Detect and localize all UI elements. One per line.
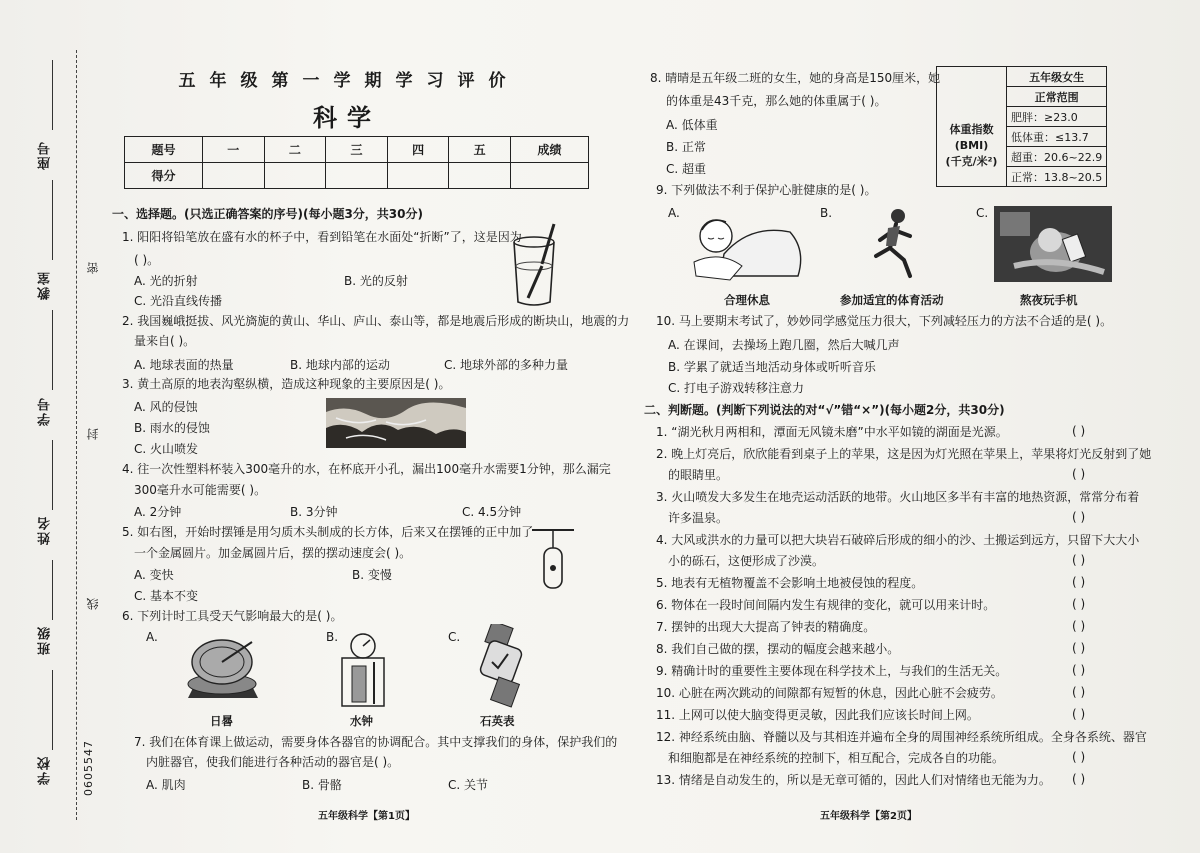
tf-item-12-cont: 和细胞都是在神经系统的控制下，相互配合，完成各自的功能。 (668, 751, 1005, 765)
section2-heading: 二、判断题。(判断下列说法的对“√”错“×”)(每小题2分，共30分) (644, 403, 1005, 417)
tf-item-3-cont: 许多温泉。 (668, 511, 729, 525)
q1-option-b[interactable]: B. 光的反射 (344, 274, 408, 288)
tf-item-1: 1. “湖光秋月两相和，潭面无风镜未磨”中水平如镜的湖面是光源。 (656, 425, 1008, 439)
score-header-cell: 三 (326, 137, 388, 163)
phone-at-night-image (994, 206, 1112, 282)
tf-answer-5[interactable]: ( ) (1072, 575, 1086, 589)
tf-item-3: 3. 火山喷发大多发生在地壳运动活跃的地带。火山地区多半有丰富的地热资源，常常分布着 (656, 490, 1140, 504)
bmi-row: 正常：13.8~20.5 (1007, 167, 1107, 187)
bmi-head: 五年级女生 (1007, 67, 1107, 87)
glass-pencil-image (506, 220, 562, 308)
tf-answer-4[interactable]: ( ) (1072, 553, 1086, 567)
tf-answer-1[interactable]: ( ) (1072, 424, 1086, 438)
school-label: 学校 (38, 755, 53, 785)
pendulum-image (530, 524, 576, 594)
seal-dashed-line (76, 50, 77, 820)
tf-item-6: 6. 物体在一段时间间隔内发生有规律的变化，就可以用来计时。 (656, 598, 996, 612)
q6-caption-a: 日晷 (210, 714, 233, 728)
exam-title: 五年级第一学期学习评价 (178, 71, 520, 91)
score-input-cell[interactable] (326, 163, 388, 189)
tf-item-4: 4. 大风或洪水的力量可以把大块岩石破碎后形成的细小的沙、土搬运到远方，只留下大大小 (656, 533, 1140, 547)
score-input-cell[interactable] (449, 163, 511, 189)
bmi-row: 低体重：≤13.7 (1007, 127, 1107, 147)
seat-line (52, 60, 53, 130)
tf-item-4-cont: 小的砾石，这便形成了沙漠。 (668, 554, 825, 568)
q4-text: 4. 往一次性塑料杯装入300毫升的水，在杯底开小孔，漏出100毫升水需要1分钟，那么漏完 (122, 462, 611, 476)
q10-text: 10. 马上要期末考试了，妙妙同学感觉压力很大，下列减轻压力的方法不合适的是( )。 (656, 314, 1113, 328)
q8-option-b[interactable]: B. 正常 (666, 140, 706, 154)
q1-answer[interactable]: ( )。 (134, 253, 160, 267)
score-header-cell: 题号 (125, 137, 203, 163)
q9-caption-c: 熬夜玩手机 (1020, 293, 1078, 307)
score-header-cell: 二 (264, 137, 326, 163)
q6-option-a[interactable]: A. (146, 630, 158, 644)
quartz-watch-image (474, 624, 530, 708)
score-input-cell[interactable] (387, 163, 449, 189)
tf-answer-10[interactable]: ( ) (1072, 685, 1086, 699)
q2-option-b[interactable]: B. 地球内部的运动 (290, 358, 390, 372)
score-header-cell: 四 (387, 137, 449, 163)
student-no-label: 学号 (38, 396, 53, 426)
tf-answer-2[interactable]: ( ) (1072, 467, 1086, 481)
tf-item-8: 8. 我们自己做的摆，摆动的幅度会越来越小。 (656, 642, 900, 656)
school-line (52, 670, 53, 750)
q5-option-a[interactable]: A. 变快 (134, 568, 174, 582)
seal-char-xian: 线 (86, 598, 100, 610)
score-header-cell: 五 (449, 137, 511, 163)
tf-answer-3[interactable]: ( ) (1072, 510, 1086, 524)
class-line (52, 560, 53, 620)
q8-text: 8. 晴晴是五年级二班的女生，她的身高是150厘米，她 (650, 71, 941, 85)
q6-caption-b: 水钟 (350, 714, 373, 728)
bmi-label-2: (BMI) (954, 139, 989, 153)
q3-option-a[interactable]: A. 风的侵蚀 (134, 400, 198, 414)
tf-answer-8[interactable]: ( ) (1072, 641, 1086, 655)
subject-title: 科学 (313, 104, 381, 132)
q1-option-a[interactable]: A. 光的折射 (134, 274, 198, 288)
tf-item-13: 13. 情绪是自动发生的，所以是无章可循的，因此人们对情绪也无能为力。 (656, 773, 1051, 787)
water-clock-image (338, 632, 388, 710)
classroom-line (52, 180, 53, 260)
q7-answer[interactable]: 内脏器官，使我们能进行各种活动的器官是( )。 (146, 755, 400, 769)
q8-option-a[interactable]: A. 低体重 (666, 118, 718, 132)
q4-option-b[interactable]: B. 3分钟 (290, 505, 338, 519)
score-input-cell[interactable] (264, 163, 326, 189)
tf-item-2-cont: 的眼睛里。 (668, 468, 729, 482)
tf-answer-6[interactable]: ( ) (1072, 597, 1086, 611)
q3-option-b[interactable]: B. 雨水的侵蚀 (134, 421, 210, 435)
sleeping-child-image (690, 210, 806, 284)
paper-code: 0605547 (82, 740, 95, 796)
tf-item-12: 12. 神经系统由脑、脊髓以及与其相连并遍布全身的周围神经系统所组成。全身各系统、器官 (656, 730, 1147, 744)
name-line (52, 440, 53, 510)
q9-text: 9. 下列做法不利于保护心脏健康的是( )。 (656, 183, 877, 197)
bmi-head2: 正常范围 (1007, 87, 1107, 107)
score-input-cell[interactable] (511, 163, 589, 189)
q5-answer[interactable]: 一个金属圆片。加金属圆片后，摆的摆动速度会( )。 (134, 546, 412, 560)
left-footer: 五年级科学【第1页】 (318, 811, 415, 822)
score-row-label: 得分 (125, 163, 203, 189)
loess-plateau-image (326, 398, 466, 448)
bmi-label-3: (千克/米²) (945, 155, 998, 169)
bmi-label-cell (937, 107, 1007, 187)
q7-option-b[interactable]: B. 骨骼 (302, 778, 342, 792)
q2-text: 2. 我国巍峨挺拔、风光旖旎的黄山、华山、庐山、泰山等，都是地震后形成的断块山，地震的力 (122, 314, 630, 328)
q4-option-c[interactable]: C. 4.5分钟 (462, 505, 522, 519)
tf-answer-12[interactable]: ( ) (1072, 750, 1086, 764)
name-label: 姓名 (38, 515, 53, 545)
section1-heading: 一、选择题。(只选正确答案的序号)(每小题3分，共30分) (112, 207, 423, 221)
tf-answer-13[interactable]: ( ) (1072, 772, 1086, 786)
tf-answer-11[interactable]: ( ) (1072, 707, 1086, 721)
q4-answer[interactable]: 300毫升水可能需要( )。 (134, 483, 267, 497)
bmi-row: 超重：20.6~22.9 (1007, 147, 1107, 167)
score-header-cell: 一 (203, 137, 265, 163)
q8-option-c[interactable]: C. 超重 (666, 162, 707, 176)
tf-answer-9[interactable]: ( ) (1072, 663, 1086, 677)
score-input-cell[interactable] (203, 163, 265, 189)
q6-option-c[interactable]: C. (448, 630, 461, 644)
score-header-cell: 成绩 (511, 137, 589, 163)
q5-option-b[interactable]: B. 变慢 (352, 568, 392, 582)
right-footer: 五年级科学【第2页】 (820, 811, 917, 822)
q3-option-c[interactable]: C. 火山喷发 (134, 442, 199, 456)
q8-answer[interactable]: 的体重是43千克，那么她的体重属于( )。 (666, 94, 887, 108)
seat-label: 座号 (38, 140, 53, 170)
q10-option-a[interactable]: A. 在课间，去操场上跑几圈，然后大喊几声 (668, 338, 900, 352)
q6-text: 6. 下列计时工具受天气影响最大的是( )。 (122, 609, 343, 623)
q9-option-c[interactable]: C. (976, 206, 989, 220)
tf-item-7: 7. 摆钟的出现大大提高了钟表的精确度。 (656, 620, 876, 634)
tf-item-5: 5. 地表有无植物覆盖不会影响土地被侵蚀的程度。 (656, 576, 924, 590)
tf-item-9: 9. 精确计时的重要性主要体现在科学技术上，与我们的生活无关。 (656, 664, 1008, 678)
seal-char-feng: 封 (86, 428, 100, 440)
q9-caption-a: 合理休息 (724, 293, 770, 307)
seal-char-mi: 密 (86, 262, 100, 274)
binding-strip (0, 0, 110, 853)
q2-option-c[interactable]: C. 地球外部的多种力量 (444, 358, 569, 372)
q6-option-b[interactable]: B. (326, 630, 339, 644)
q2-option-a[interactable]: A. 地球表面的热量 (134, 358, 234, 372)
running-boy-image (866, 206, 924, 284)
q6-caption-c: 石英表 (480, 714, 515, 728)
q3-text: 3. 黄土高原的地表沟壑纵横，造成这种现象的主要原因是( )。 (122, 377, 451, 391)
bmi-label-1: 体重指数 (949, 123, 994, 137)
q9-option-b[interactable]: B. (820, 206, 833, 220)
bmi-table (936, 66, 1107, 187)
bmi-row: 肥胖：≥23.0 (1007, 107, 1107, 127)
sundial-image (182, 634, 264, 708)
q10-option-b[interactable]: B. 学累了就适当地活动身体或听听音乐 (668, 360, 876, 374)
tf-answer-7[interactable]: ( ) (1072, 619, 1086, 633)
q2-answer[interactable]: 量来自( )。 (134, 334, 196, 348)
q9-caption-b: 参加适宜的体育活动 (840, 293, 944, 307)
q9-option-a[interactable]: A. (668, 206, 680, 220)
q1-text: 1. 阳阳将铅笔放在盛有水的杯子中，看到铅笔在水面处“折断”了，这是因为 (122, 230, 522, 244)
q7-option-c[interactable]: C. 关节 (448, 778, 489, 792)
q4-option-a[interactable]: A. 2分钟 (134, 505, 182, 519)
tf-item-11: 11. 上网可以使大脑变得更灵敏，因此我们应该长时间上网。 (656, 708, 979, 722)
class-label: 班级 (38, 625, 53, 655)
q7-option-a[interactable]: A. 肌肉 (146, 778, 186, 792)
q5-option-c[interactable]: C. 基本不变 (134, 589, 199, 603)
tf-item-10: 10. 心脏在两次跳动的间隙都有短暂的休息，因此心脏不会疲劳。 (656, 686, 1003, 700)
q5-text: 5. 如右图，开始时摆锤是用匀质木头制成的长方体，后来又在摆锤的正中加了 (122, 525, 534, 539)
q10-option-c[interactable]: C. 打电子游戏转移注意力 (668, 381, 805, 395)
score-table (124, 136, 589, 189)
tf-item-2: 2. 晚上灯亮后，欣欣能看到桌子上的苹果，这是因为灯光照在苹果上，苹果将灯光反射到了她 (656, 447, 1152, 461)
q1-option-c[interactable]: C. 光沿直线传播 (134, 294, 223, 308)
student-no-line (52, 310, 53, 390)
classroom-label: 教室 (38, 270, 53, 300)
q7-text: 7. 我们在体育课上做运动，需要身体各器官的协调配合。其中支撑我们的身体，保护我们的 (134, 735, 618, 749)
bmi-corner (937, 67, 1007, 107)
